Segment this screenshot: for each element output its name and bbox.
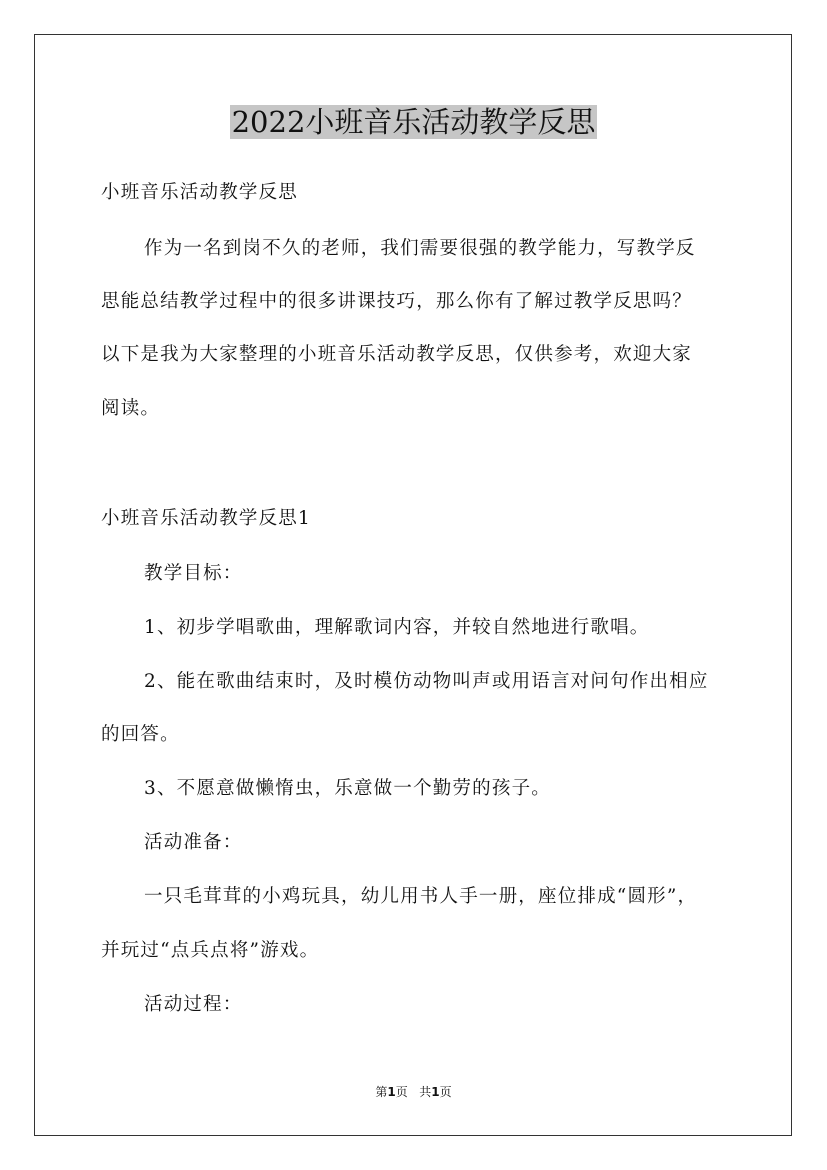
footer-total-prefix: 共 — [419, 1085, 432, 1099]
goal-2-line-1: 2、能在歌曲结束时，及时模仿动物叫声或用语言对问句作出相应 — [144, 671, 709, 692]
intro-line-4: 阅读。 — [101, 398, 161, 419]
document-title-text: 2022小班音乐活动教学反思 — [231, 105, 596, 139]
footer-total-number: 1 — [431, 1085, 440, 1099]
intro-line-1: 作为一名到岗不久的老师，我们需要很强的教学能力，写教学反 — [144, 238, 696, 259]
footer-total-suffix: 页 — [439, 1085, 452, 1099]
goal-2-line-2: 的回答。 — [101, 724, 180, 745]
footer-page-suffix: 页 — [395, 1085, 408, 1099]
goals-heading: 教学目标： — [144, 563, 243, 584]
prep-heading: 活动准备： — [144, 832, 243, 853]
page-footer — [0, 1083, 827, 1101]
goal-3: 3、不愿意做懒惰虫，乐意做一个勤劳的孩子。 — [144, 778, 551, 799]
footer-page-number: 1 — [387, 1085, 396, 1099]
process-heading: 活动过程： — [144, 994, 243, 1015]
document-subtitle: 小班音乐活动教学反思 — [101, 182, 299, 203]
prep-line-1: 一只毛茸茸的小鸡玩具，幼儿用书人手一册，座位排成“圆形”， — [144, 886, 698, 907]
document-title — [0, 100, 827, 144]
intro-line-3: 以下是我为大家整理的小班音乐活动教学反思，仅供参考，欢迎大家 — [101, 344, 693, 365]
section-heading: 小班音乐活动教学反思1 — [101, 508, 311, 529]
intro-line-2: 思能总结教学过程中的很多讲课技巧，那么你有了解过教学反思吗？ — [101, 291, 693, 312]
prep-line-2: 并玩过“点兵点将”游戏。 — [101, 940, 320, 961]
goal-1: 1、初步学唱歌曲，理解歌词内容，并较自然地进行歌唱。 — [144, 617, 650, 638]
footer-page-prefix: 第 — [375, 1085, 388, 1099]
